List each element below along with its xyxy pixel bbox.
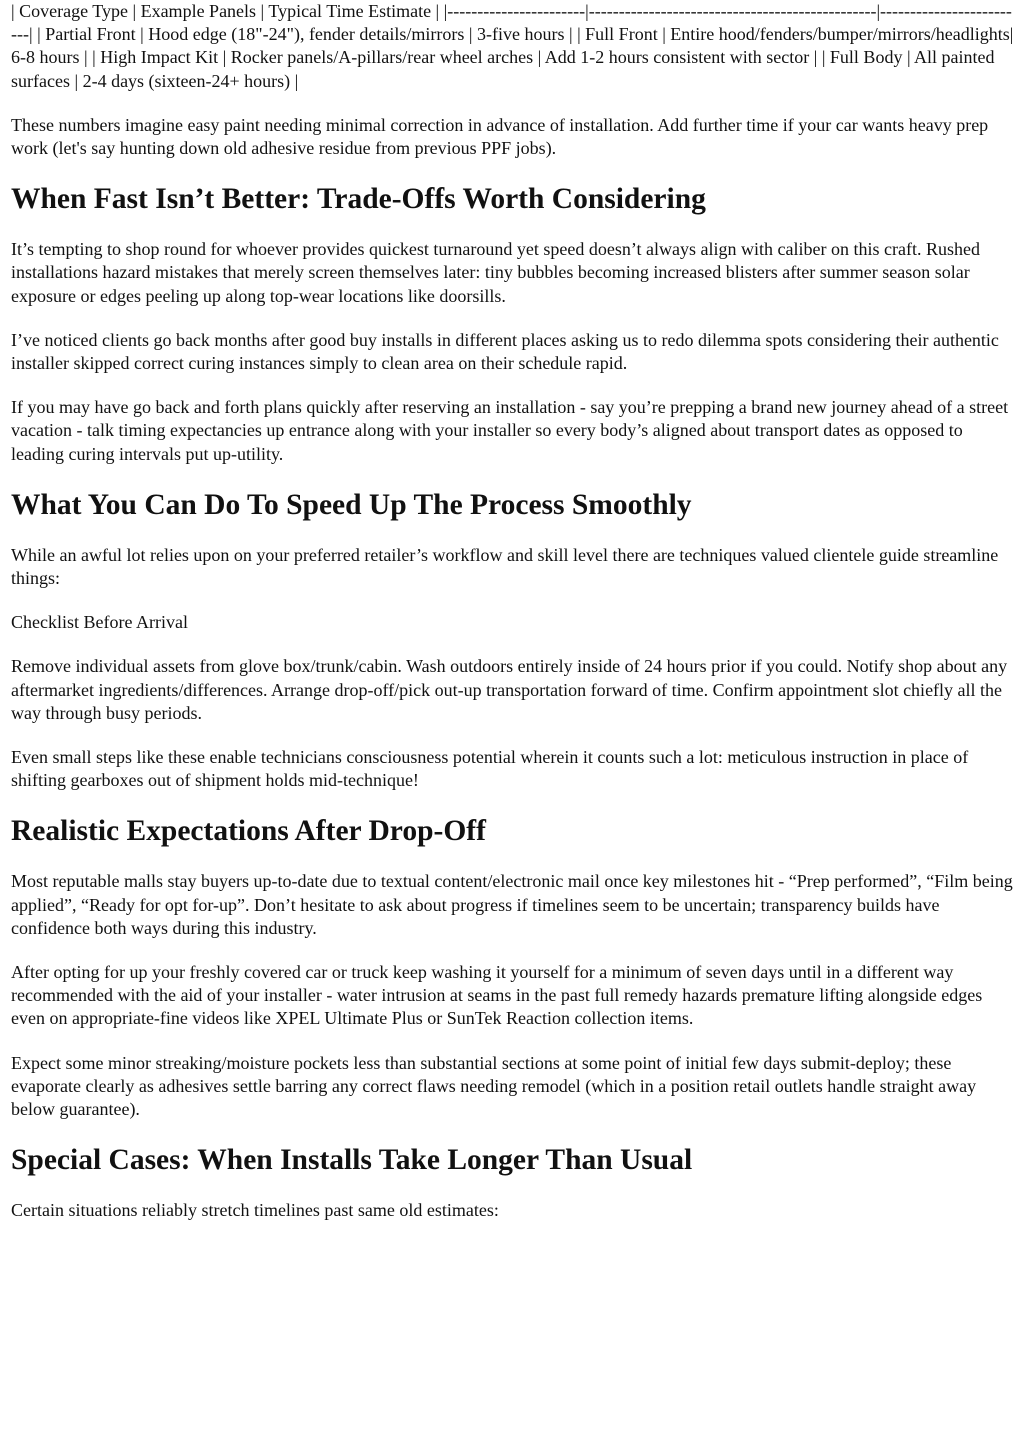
paragraph: Certain situations reliably stretch timelines past same old estimates: [11, 1200, 499, 1221]
paragraph: Remove individual assets from glove box/trunk/cabin. Wash outdoors entirely inside of 24 hours prior if you could. Notify shop about any aftermarket ingredients/differences. Arrange drop-off/pick out-up transportation forward of time. Confirm appointment slot chiefly all the way through busy periods. [11, 656, 1008, 723]
markdown-table-text: | Coverage Type | Example Panels | Typical Time Estimate | |-----------------------|------------------------------------------------|-------------------------| | Partial Front | Hood edge (18"-24"), fender details/mirrors | 3-five hours | | Full Front | Entire hood/fenders/bumper/mirrors/headlights| 6-8 hours | | High Impact Kit | Rocker panels/A-pillars/rear wheel arches | Add 1-2 hours consistent with sector | | Full Body | All painted surfaces | 2-4 days (sixteen-24+ hours) | [11, 1, 1014, 91]
section-special-cases [11, 1142, 1014, 1222]
section-heading: Special Cases: When Installs Take Longer Than Usual [11, 1144, 693, 1177]
paragraph: While an awful lot relies upon on your preferred retailer’s workflow and skill level there are techniques valued clientele guide streamline things: [11, 544, 999, 589]
paragraph: Most reputable malls stay buyers up-to-date due to textual content/electronic mail once key milestones hit - “Prep performed”, “Film being applied”, “Ready for opt for-up”. Don’t hesitate to ask about progress if timelines seem to be uncertain; transparency builds have confidence both ways during this industry. [11, 871, 1013, 938]
paragraph: If you may have go back and forth plans quickly after reserving an installation - say you’re prepping a brand new journey ahead of a street vacation - talk timing expectancies up entrance along with your installer so every body’s aligned about transport dates as opposed to leading curing intervals put up-utility. [11, 397, 1009, 464]
paragraph: I’ve noticed clients go back months after good buy installs in different places asking us to redo dilemma spots considering their authentic installer skipped correct curing instances simply to clean area on their schedule rapid. [11, 329, 999, 374]
paragraph: Even small steps like these enable technicians consciousness potential wherein it counts such a lot: meticulous instruction in place of shifting gearboxes out of shipment holds mid-technique! [11, 747, 969, 791]
paragraph: Expect some minor streaking/moisture pockets less than substantial sections at some point of initial few days submit-deploy; these evaporate clearly as adhesives settle barring any correct flaws needing remodel (which in a position retail outlets handle straight away below guarantee). [11, 1052, 977, 1120]
intro-paragraph: These numbers imagine easy paint needing minimal correction in advance of installation. Add further time if your car wants heavy prep work (let's say hunting down old adhesive residue from previous PPF jobs). [11, 114, 989, 159]
checklist-label: Checklist Before Arrival [11, 612, 188, 633]
section-heading: When Fast Isn’t Better: Trade-Offs Worth Considering [11, 183, 706, 216]
section-expectations [11, 813, 1014, 1121]
paragraph: After opting for up your freshly covered car or truck keep washing it yourself for a minimum of seven days until in a different way recommended with the aid of your installer - water intrusion at seams in the past full remedy hazards premature lifting alongside edges even on appropriate-fine videos like XPEL Ultimate Plus or SunTek Reaction collection items. [11, 962, 983, 1029]
paragraph: It’s tempting to shop round for whoever provides quickest turnaround yet speed doesn’t always align with caliber on this craft. Rushed installations hazard mistakes that merely screen themselves later: tiny bubbles becoming increased blisters after summer season solar exposure or edges peeling up along top-wear locations like doorsills. [11, 239, 980, 306]
section-heading: What You Can Do To Speed Up The Process Smoothly [11, 488, 692, 521]
section-trade-offs [11, 181, 1014, 466]
section-speed-up [11, 487, 1014, 793]
section-heading: Realistic Expectations After Drop-Off [11, 815, 486, 848]
